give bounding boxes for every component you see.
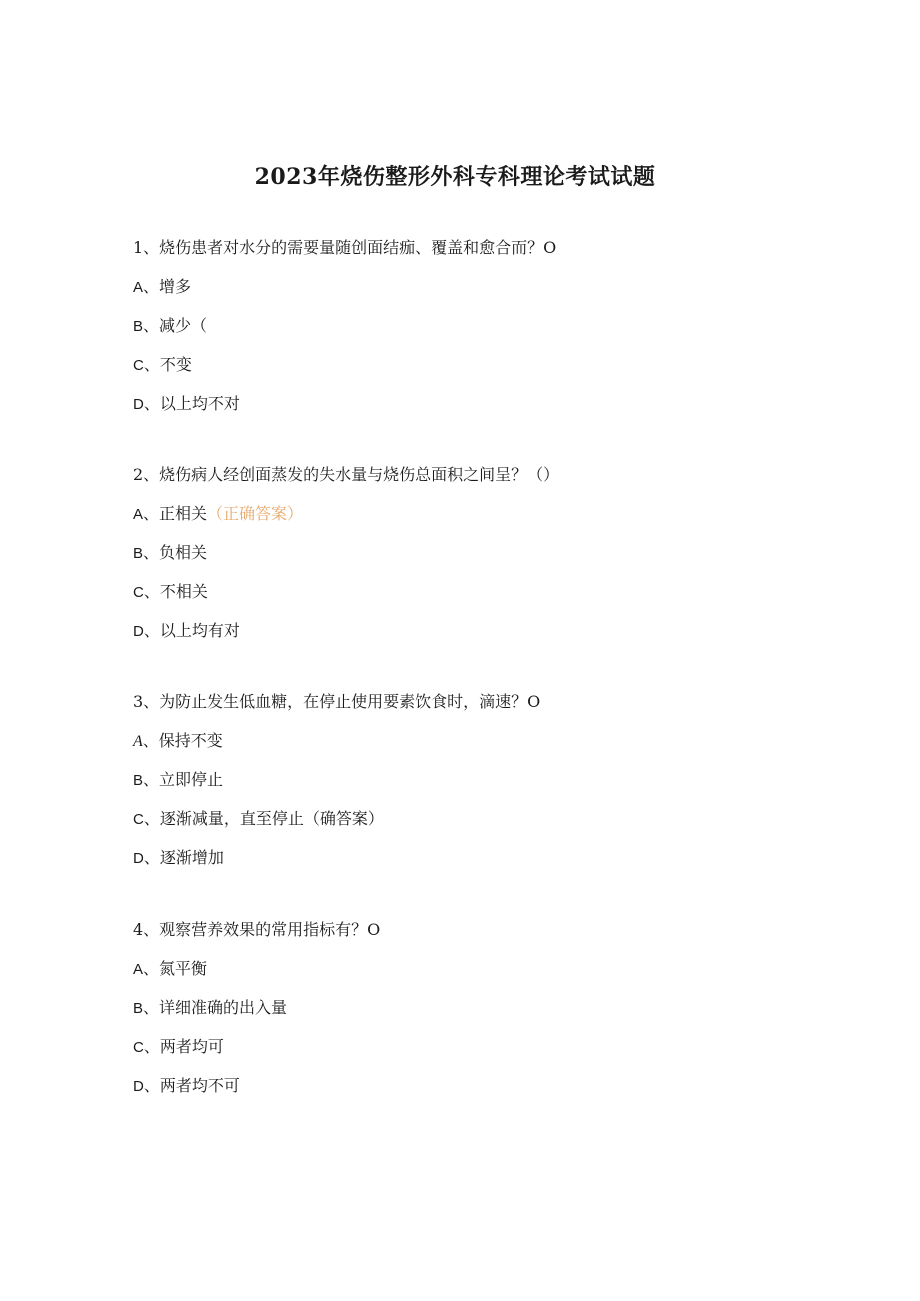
question-4-option-a [133, 959, 207, 980]
question-4-option-c [133, 1037, 224, 1058]
option-letter: A [133, 961, 144, 978]
option-letter: C [133, 357, 144, 374]
option-letter: D [133, 1078, 144, 1095]
option-text: 、两者均不可 [143, 1076, 240, 1095]
option-letter: D [133, 850, 144, 867]
option-letter: C [133, 1039, 144, 1056]
option-text: 、立即停止 [143, 770, 224, 789]
option-letter: C [133, 811, 144, 828]
option-text: 、两者均可 [143, 1037, 224, 1056]
option-letter: D [133, 623, 144, 640]
question-3-option-b [133, 770, 223, 791]
option-text: 、以上均不对 [143, 394, 240, 413]
option-letter: D [133, 396, 144, 413]
option-letter: B [133, 318, 144, 335]
option-text: 、增多 [143, 277, 192, 296]
option-letter: A [133, 506, 144, 523]
question-2-option-b [133, 543, 207, 564]
option-letter: A [133, 733, 143, 750]
question-1-option-b [133, 316, 207, 337]
question-2-option-d [133, 621, 240, 642]
option-text: 、正相关 [143, 504, 208, 523]
question-1-option-d [133, 394, 240, 415]
question-4-stem: 4、观察营养效果的常用指标有？O [133, 920, 381, 939]
page-title: 2023年烧伤整形外科专科理论考试试题 [254, 164, 656, 190]
option-letter: C [133, 584, 144, 601]
option-text: 、以上均有对 [143, 621, 240, 640]
question-3-option-a [133, 731, 223, 752]
option-text: 、保持不变 [142, 731, 223, 750]
option-text: 、负相关 [143, 543, 208, 562]
question-1-stem: 1、烧伤患者对水分的需要量随创面结痂、覆盖和愈合而？O [133, 238, 557, 257]
question-4-option-d [133, 1076, 240, 1097]
option-letter: B [133, 1000, 144, 1017]
question-2-option-a [133, 504, 303, 525]
option-letter: B [133, 545, 144, 562]
correct-answer-note: （正确答案） [207, 504, 304, 523]
option-text: 、不变 [143, 355, 192, 374]
option-text: 、不相关 [143, 582, 208, 601]
option-text: 、逐渐减量，直至停止（确答案） [143, 809, 384, 828]
question-3-stem: 3、为防止发生低血糖，在停止使用要素饮食时，滴速？O [133, 692, 541, 711]
option-letter: B [133, 772, 144, 789]
question-1-option-c [133, 355, 192, 376]
option-letter: A [133, 279, 144, 296]
option-text: 、详细准确的出入量 [143, 998, 288, 1017]
question-4-option-b [133, 998, 287, 1019]
question-2-option-c [133, 582, 208, 603]
question-1-option-a [133, 277, 191, 298]
question-3-option-c [133, 809, 384, 830]
option-text: 、减少（ [143, 316, 208, 335]
option-text: 、逐渐增加 [143, 848, 224, 867]
question-2-stem: 2、烧伤病人经创面蒸发的失水量与烧伤总面积之间呈？（） [133, 465, 560, 484]
question-3-option-d [133, 848, 224, 869]
option-text: 、氮平衡 [143, 959, 208, 978]
